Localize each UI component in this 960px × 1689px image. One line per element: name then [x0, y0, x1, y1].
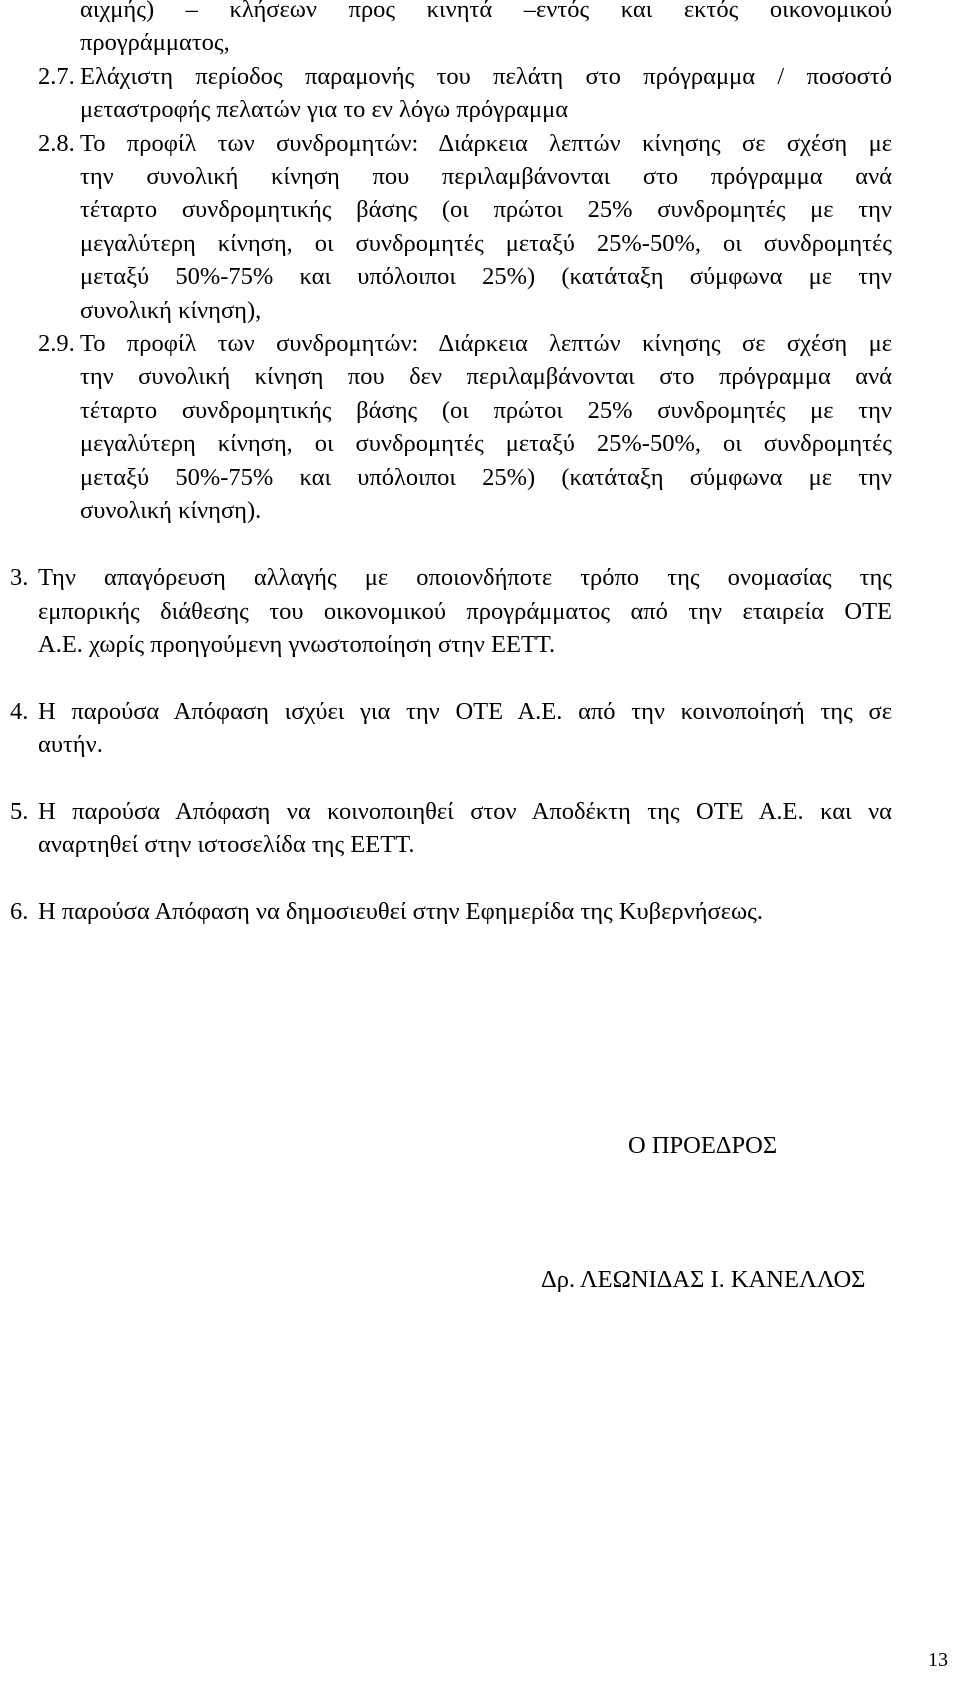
item-2-9-line-1: Το προφίλ των συνδρομητών: Διάρκεια λεπτών κίνησης σε σχέση με	[80, 330, 892, 357]
item-4-line-1: Η παρούσα Απόφαση ισχύει για την ΟΤΕ Α.Ε. από την κοινοποίησή της σε	[38, 698, 892, 725]
item-3-line-2: εμπορικής διάθεσης του οικονομικού προγράμματος από την εταιρεία ΟΤΕ	[38, 598, 892, 625]
item-5-line-1: Η παρούσα Απόφαση να κοινοποιηθεί στον Αποδέκτη της ΟΤΕ Α.Ε. και να	[38, 798, 892, 825]
item-2-9-line-5: μεταξύ 50%-75% και υπόλοιποι 25%) (κατάταξη σύμφωνα με την	[80, 464, 892, 491]
item-5-number: 5.	[10, 798, 29, 825]
item-3-line-1: Την απαγόρευση αλλαγής με οποιονδήποτε τρόπο της ονομασίας της	[38, 564, 892, 591]
item-2-8-line-2: την συνολική κίνηση που περιλαμβάνονται στο πρόγραμμα ανά	[80, 163, 892, 190]
item-2-7-line-2: μεταστροφής πελατών για το εν λόγω πρόγραμμα	[80, 96, 569, 123]
item-6-number: 6.	[10, 898, 29, 925]
item-2-7-line-1: Ελάχιστη περίοδος παραμονής του πελάτη στο πρόγραμμα / ποσοστό	[80, 63, 892, 90]
page-number: 13	[928, 1649, 948, 1671]
item-2-8-line-4: μεγαλύτερη κίνηση, οι συνδρομητές μεταξύ 25%-50%, οι συνδρομητές	[80, 230, 892, 257]
item-6-line-1: Η παρούσα Απόφαση να δημοσιευθεί στην Εφημερίδα της Κυβερνήσεως.	[38, 898, 763, 925]
item-2-8-line-5: μεταξύ 50%-75% και υπόλοιποι 25%) (κατάταξη σύμφωνα με την	[80, 263, 892, 290]
item-2-9-line-3: τέταρτο συνδρομητικής βάσης (οι πρώτοι 25% συνδρομητές με την	[80, 397, 892, 424]
item-2-9-line-6: συνολική κίνηση).	[80, 497, 262, 524]
item-2-9-line-4: μεγαλύτερη κίνηση, οι συνδρομητές μεταξύ 25%-50%, οι συνδρομητές	[80, 430, 892, 457]
item-4-line-2: αυτήν.	[38, 731, 103, 758]
item-2-9-line-2: την συνολική κίνηση που δεν περιλαμβάνονται στο πρόγραμμα ανά	[80, 363, 892, 390]
item-2-8-line-6: συνολική κίνηση),	[80, 297, 262, 324]
item-3-line-3: Α.Ε. χωρίς προηγούμενη γνωστοποίηση στην ΕΕΤΤ.	[38, 631, 556, 658]
item-5-line-2: αναρτηθεί στην ιστοσελίδα της ΕΕΤΤ.	[38, 831, 415, 858]
item-2-7-number: 2.7.	[38, 63, 75, 90]
item-2-9-number: 2.9.	[38, 330, 75, 357]
item-2-8-number: 2.8.	[38, 130, 75, 157]
item-3-number: 3.	[10, 564, 29, 591]
item-2-8-line-1: Το προφίλ των συνδρομητών: Διάρκεια λεπτών κίνησης σε σχέση με	[80, 130, 892, 157]
signature-title: Ο ΠΡΟΕΔΡΟΣ	[628, 1132, 778, 1159]
item-4-number: 4.	[10, 698, 29, 725]
continuation-line-1: αιχμής) – κλήσεων προς κινητά –εντός και εκτός οικονομικού	[80, 0, 892, 23]
continuation-line-2: προγράμματος,	[80, 29, 230, 56]
signature-name: Δρ. ΛΕΩΝΙΔΑΣ Ι. ΚΑΝΕΛΛΟΣ	[541, 1266, 866, 1293]
item-2-8-line-3: τέταρτο συνδρομητικής βάσης (οι πρώτοι 25% συνδρομητές με την	[80, 196, 892, 223]
